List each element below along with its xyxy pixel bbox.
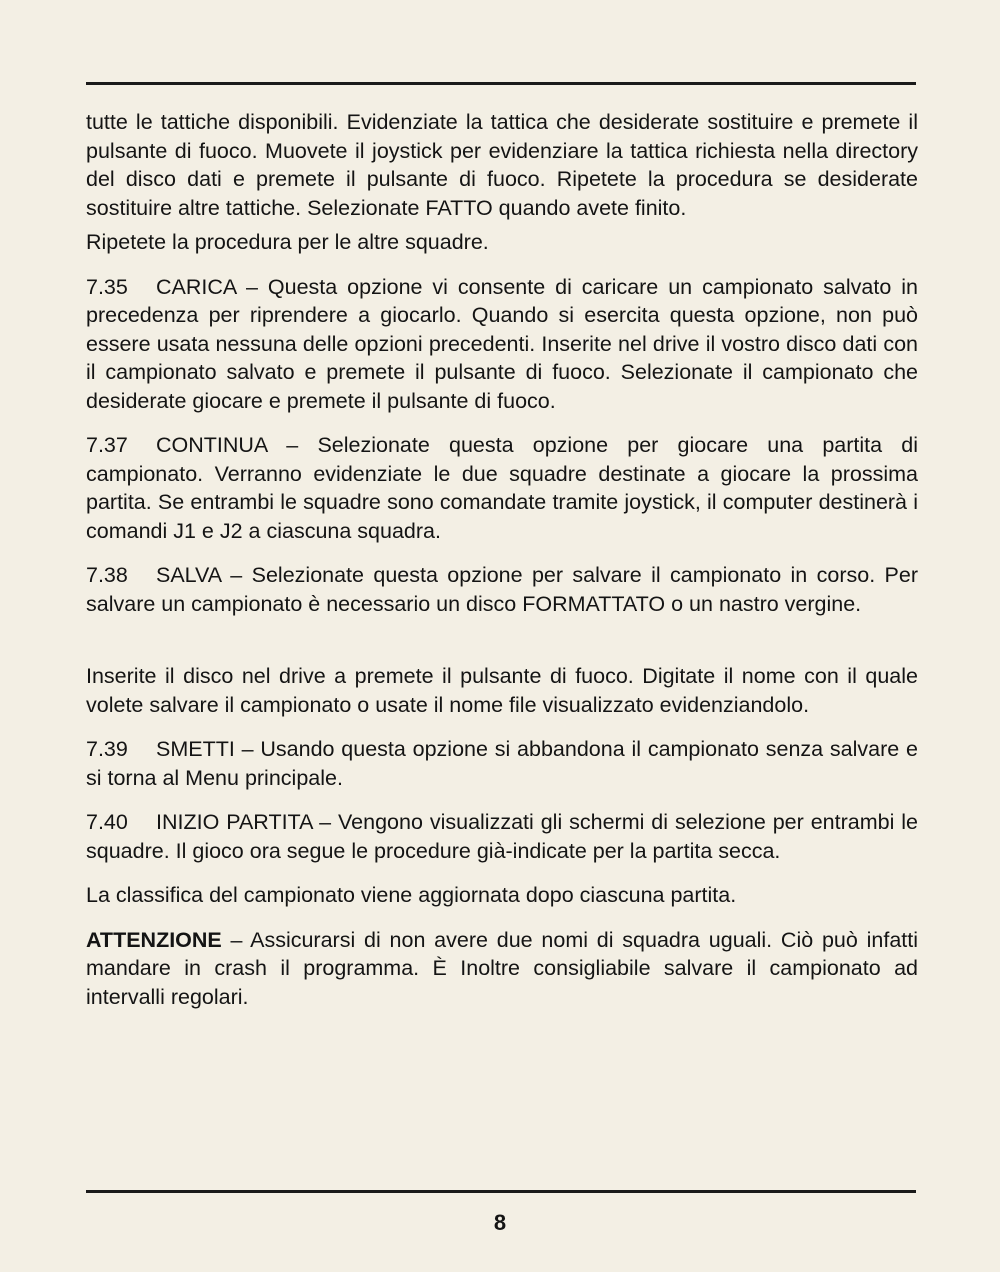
top-rule — [86, 82, 916, 85]
section-text: SMETTI – Usando questa opzione si abbandona il campionato senza salvare e si torna al Menu principale. — [86, 737, 918, 790]
section-text: CARICA – Questa opzione vi consente di caricare un campionato salvato in precedenza per riprendere a giocarlo. Quando si esercita questa opzione, non può essere usata nessuna delle opzioni precedenti. Inserite nel drive il vostro disco dati con il campionato salvato e premete il pulsante di fuoco. Selezionate il campionato che desiderate giocare e premete il pulsante di fuoco. — [86, 274, 918, 413]
attention-text: – Assicurarsi di non avere due nomi di squadra uguali. Ciò può infatti mandare in crash il programma. È Inoltre consigliabile salvare il campionato ad intervalli regolari. — [86, 927, 918, 1009]
standings-paragraph: La classifica del campionato viene aggiornata dopo ciascuna partita. — [86, 883, 737, 907]
section-7-37 — [86, 431, 918, 545]
attention-paragraph — [86, 926, 918, 1012]
section-7-35 — [86, 273, 918, 416]
section-text: INIZIO PARTITA – Vengono visualizzati gli schermi di selezione per entrambi le squadre. Il gioco ora segue le procedure già-indicate per la partita secca. — [86, 810, 918, 863]
section-number: 7.37 — [86, 433, 128, 457]
section-number: 7.39 — [86, 737, 128, 761]
section-number: 7.38 — [86, 563, 128, 587]
section-number: 7.40 — [86, 810, 128, 834]
section-7-40 — [86, 808, 918, 865]
page-body — [86, 108, 918, 1011]
attention-label: ATTENZIONE — [86, 927, 222, 952]
section-7-38 — [86, 561, 918, 618]
page-number: 8 — [493, 1210, 507, 1235]
insert-disk-paragraph: Inserite il disco nel drive a premete il pulsante di fuoco. Digitate il nome con il quale volete salvare il campionato o usate il nome file visualizzato evidenziandolo. — [86, 664, 918, 717]
section-text: CONTINUA – Selezionate questa opzione per giocare una partita di campionato. Verranno evidenziate le due squadre destinate a giocare la prossima partita. Se entrambi le squadre sono comandate tramite joystick, il computer destinerà i comandi J1 e J2 a ciascuna squadra. — [86, 433, 918, 543]
tactics-paragraph: tutte le tattiche disponibili. Evidenziate la tattica che desiderate sostituire e premete il pulsante di fuoco. Muovete il joystick per evidenziare la tattica richiesta nella directory del disco dati e premete il pulsante di fuoco. Ripetete la procedura se desiderate sostituire altre tattiche. Selezionate FATTO quando avete finito. — [86, 110, 918, 220]
bottom-rule — [86, 1190, 916, 1193]
section-number: 7.35 — [86, 274, 128, 299]
section-text: SALVA – Selezionate questa opzione per salvare il campionato in corso. Per salvare un campionato è necessario un disco FORMATTATO o un nastro vergine. — [86, 563, 918, 616]
section-7-39 — [86, 735, 918, 792]
repeat-paragraph: Ripetete la procedura per le altre squadre. — [86, 230, 489, 254]
